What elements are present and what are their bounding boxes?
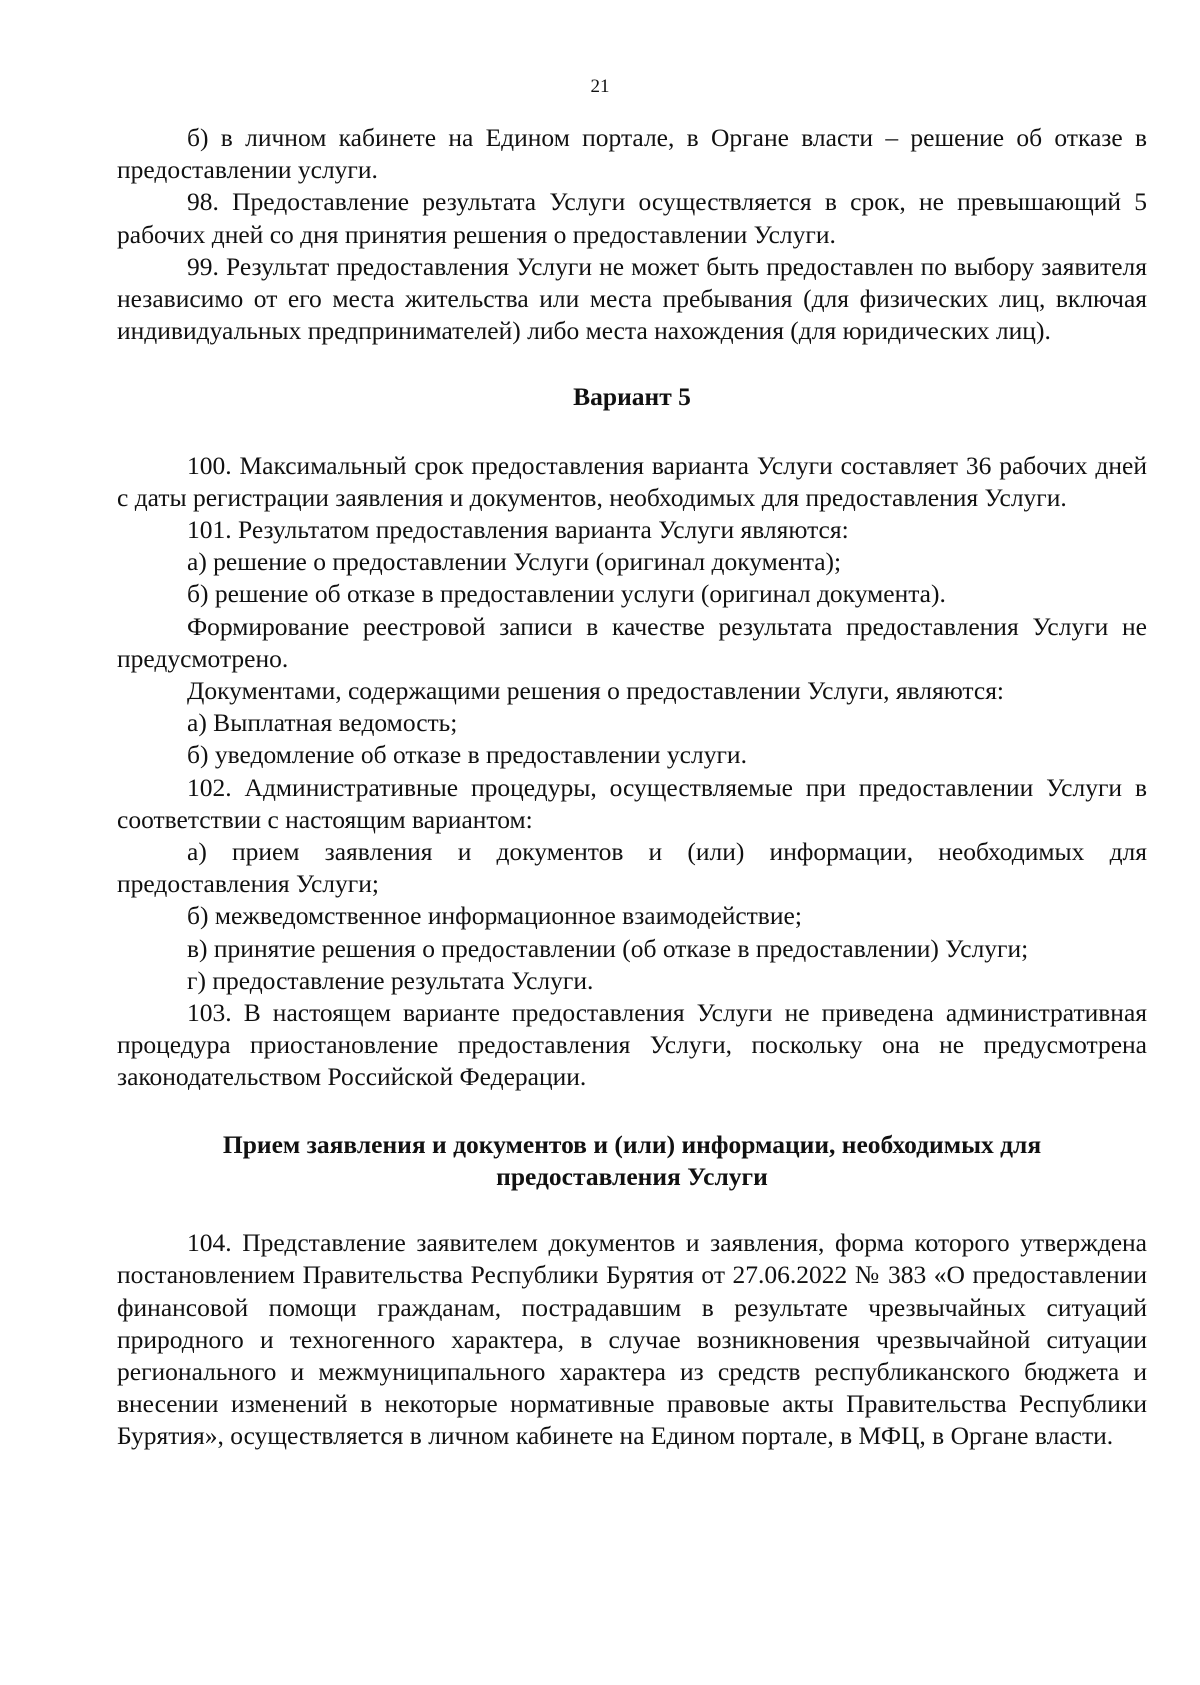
paragraph: 104. Представление заявителем документов и заявления, форма которого утверждена постановлением Правительства Республики Бурятия от 27.06.2022 № 383 «О предоставлении финансовой помощи гражданам, пострадавшим в результате чрезвычайных ситуаций природного и техногенного характера, в случае возникновения чрезвычайной ситуации регионального и межмуниципального характера из средств республиканского бюджета и внесении изменений в некоторые нормативные правовые акты Правительства Республики Бурятия», осуществляется в личном кабинете на Едином портале, в МФЦ, в Органе власти. bbox=[117, 1228, 1147, 1451]
paragraph: а) Выплатная ведомость; bbox=[187, 708, 458, 738]
paragraph: б) межведомственное информационное взаимодействие; bbox=[187, 901, 802, 931]
paragraph: 98. Предоставление результата Услуги осуществляется в срок, не превышающий 5 рабочих дней со дня принятия решения о предоставлении Услуги. bbox=[117, 187, 1147, 249]
heading-section: Прием заявления и документов и (или) информации, необходимых для предоставления Услуги bbox=[222, 1129, 1042, 1191]
paragraph: в) принятие решения о предоставлении (об отказе в предоставлении) Услуги; bbox=[187, 933, 1029, 963]
paragraph: 99. Результат предоставления Услуги не может быть предоставлен по выбору заявителя независимо от его места жительства или места пребывания (для физических лиц, включая индивидуальных предпринимателей) либо места нахождения (для юридических лиц). bbox=[117, 251, 1147, 346]
document-body bbox=[117, 122, 1147, 1453]
paragraph: б) в личном кабинете на Едином портале, в Органе власти – решение об отказе в предоставлении услуги. bbox=[117, 123, 1147, 185]
heading-variant: Вариант 5 bbox=[573, 382, 691, 412]
paragraph: 101. Результатом предоставления варианта Услуги являются: bbox=[187, 515, 849, 545]
paragraph: Формирование реестровой записи в качестве результата предоставления Услуги не предусмотрено. bbox=[117, 611, 1147, 673]
paragraph: а) решение о предоставлении Услуги (оригинал документа); bbox=[187, 547, 842, 577]
paragraph: 102. Административные процедуры, осуществляемые при предоставлении Услуги в соответствии с настоящим вариантом: bbox=[117, 772, 1147, 834]
paragraph: б) решение об отказе в предоставлении услуги (оригинал документа). bbox=[187, 579, 946, 609]
paragraph: б) уведомление об отказе в предоставлении услуги. bbox=[187, 740, 747, 770]
paragraph: 103. В настоящем варианте предоставления Услуги не приведена административная процедура приостановление предоставления Услуги, поскольку она не предусмотрена законодательством Российской Федерации. bbox=[117, 998, 1147, 1092]
page-number: 21 bbox=[590, 76, 610, 97]
paragraph: г) предоставление результата Услуги. bbox=[187, 965, 594, 995]
paragraph: Документами, содержащими решения о предоставлении Услуги, являются: bbox=[187, 676, 1005, 706]
paragraph: 100. Максимальный срок предоставления варианта Услуги составляет 36 рабочих дней с даты регистрации заявления и документов, необходимых для предоставления Услуги. bbox=[117, 450, 1147, 512]
paragraph: а) прием заявления и документов и (или) информации, необходимых для предоставления Услуги; bbox=[117, 837, 1147, 899]
